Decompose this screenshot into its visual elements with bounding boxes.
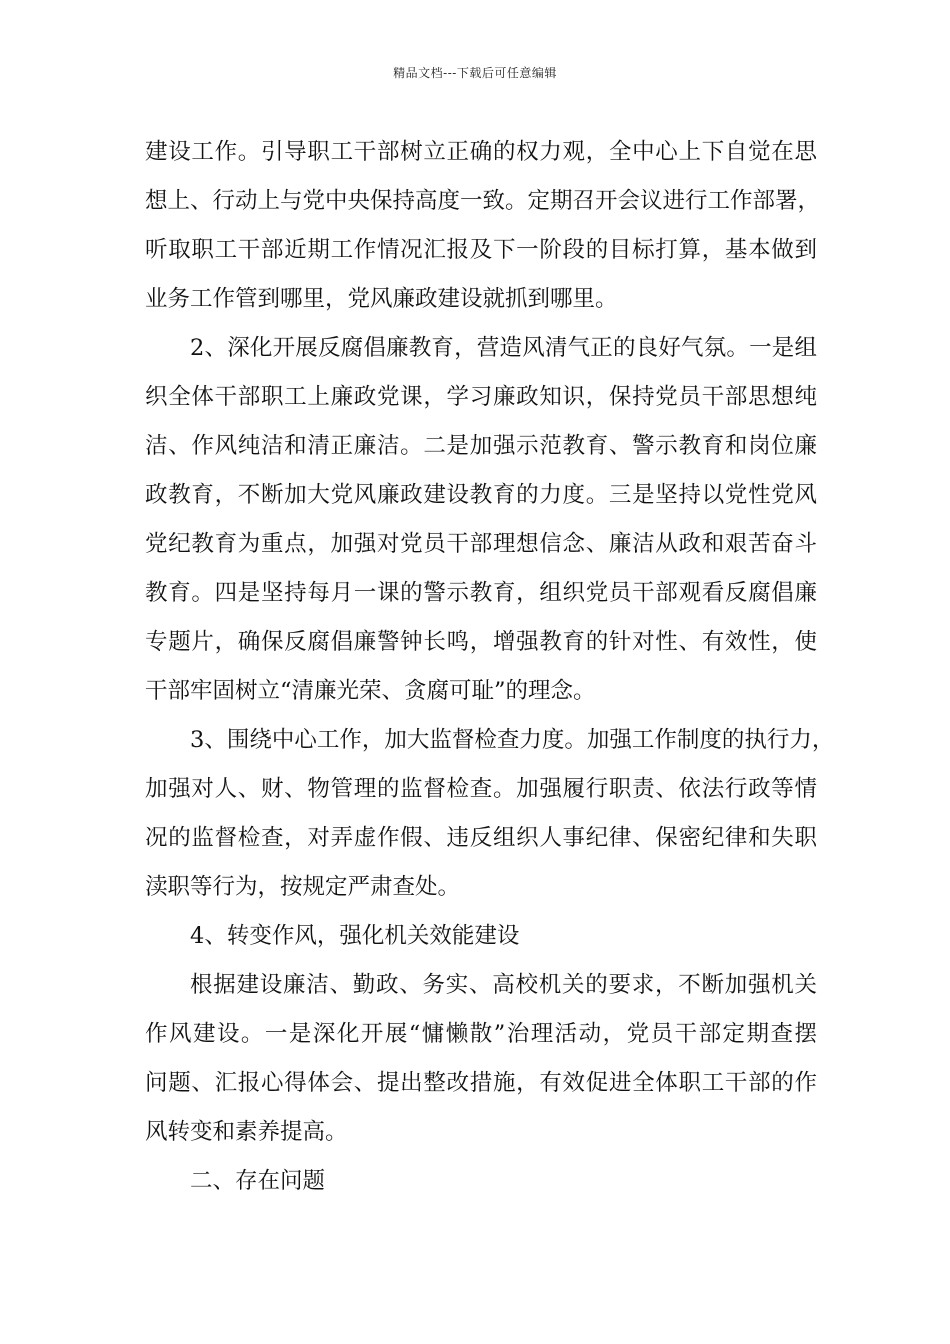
text-line: 想上、行动上与党中央保持高度一致。定期召开会议进行工作部署， — [145, 188, 821, 214]
text-line: 织全体干部职工上廉政党课，学习廉政知识，保持党员干部思想纯 — [145, 384, 817, 410]
paragraph — [145, 324, 817, 716]
paragraph — [145, 961, 817, 1157]
text-line: 渎职等行为，按规定严肃查处。 — [145, 874, 461, 900]
text-line: 专题片，确保反腐倡廉警钟长鸣，增强教育的针对性、有效性，使 — [145, 629, 817, 655]
paragraph — [145, 1157, 817, 1206]
paragraph — [145, 912, 817, 961]
text-line: 2、深化开展反腐倡廉教育，营造风清气正的良好气氛。一是组 — [190, 335, 817, 361]
text-line: 问题、汇报心得体会、提出整改措施，有效促进全体职工干部的作 — [145, 1070, 817, 1096]
document-body — [145, 128, 835, 1206]
text-line: 建设工作。引导职工干部树立正确的权力观，全中心上下自觉在思 — [145, 139, 817, 165]
text-line: 风转变和素养提高。 — [145, 1119, 348, 1145]
text-line: 根据建设廉洁、勤政、务实、高校机关的要求，不断加强机关 — [190, 972, 817, 998]
section-heading: 二、存在问题 — [190, 1168, 326, 1194]
page-header: 精品文档---下载后可任意编辑 — [393, 66, 557, 80]
text-line: 听取职工干部近期工作情况汇报及下一阶段的目标打算，基本做到 — [145, 237, 817, 263]
section-heading: 4、转变作风，强化机关效能建设 — [190, 923, 520, 949]
text-line: 洁、作风纯洁和清正廉洁。二是加强示范教育、警示教育和岗位廉 — [145, 433, 817, 459]
paragraph — [145, 128, 821, 324]
paragraph — [145, 716, 835, 912]
text-line: 干部牢固树立“清廉光荣、贪腐可耻”的理念。 — [145, 678, 596, 704]
text-line: 作风建设。一是深化开展“慵懒散”治理活动，党员干部定期查摆 — [145, 1021, 817, 1047]
text-line: 业务工作管到哪里，党风廉政建设就抓到哪里。 — [145, 286, 618, 312]
text-line: 政教育，不断加大党风廉政建设教育的力度。三是坚持以党性党风 — [145, 482, 817, 508]
text-line: 教育。四是坚持每月一课的警示教育，组织党员干部观看反腐倡廉 — [145, 580, 817, 606]
text-line: 党纪教育为重点，加强对党员干部理想信念、廉洁从政和艰苦奋斗 — [145, 531, 817, 557]
text-line: 加强对人、财、物管理的监督检查。加强履行职责、依法行政等情 — [145, 776, 817, 802]
text-line: 况的监督检查，对弄虚作假、违反组织人事纪律、保密纪律和失职 — [145, 825, 817, 851]
text-line: 3、围绕中心工作，加大监督检查力度。加强工作制度的执行力， — [190, 727, 835, 753]
